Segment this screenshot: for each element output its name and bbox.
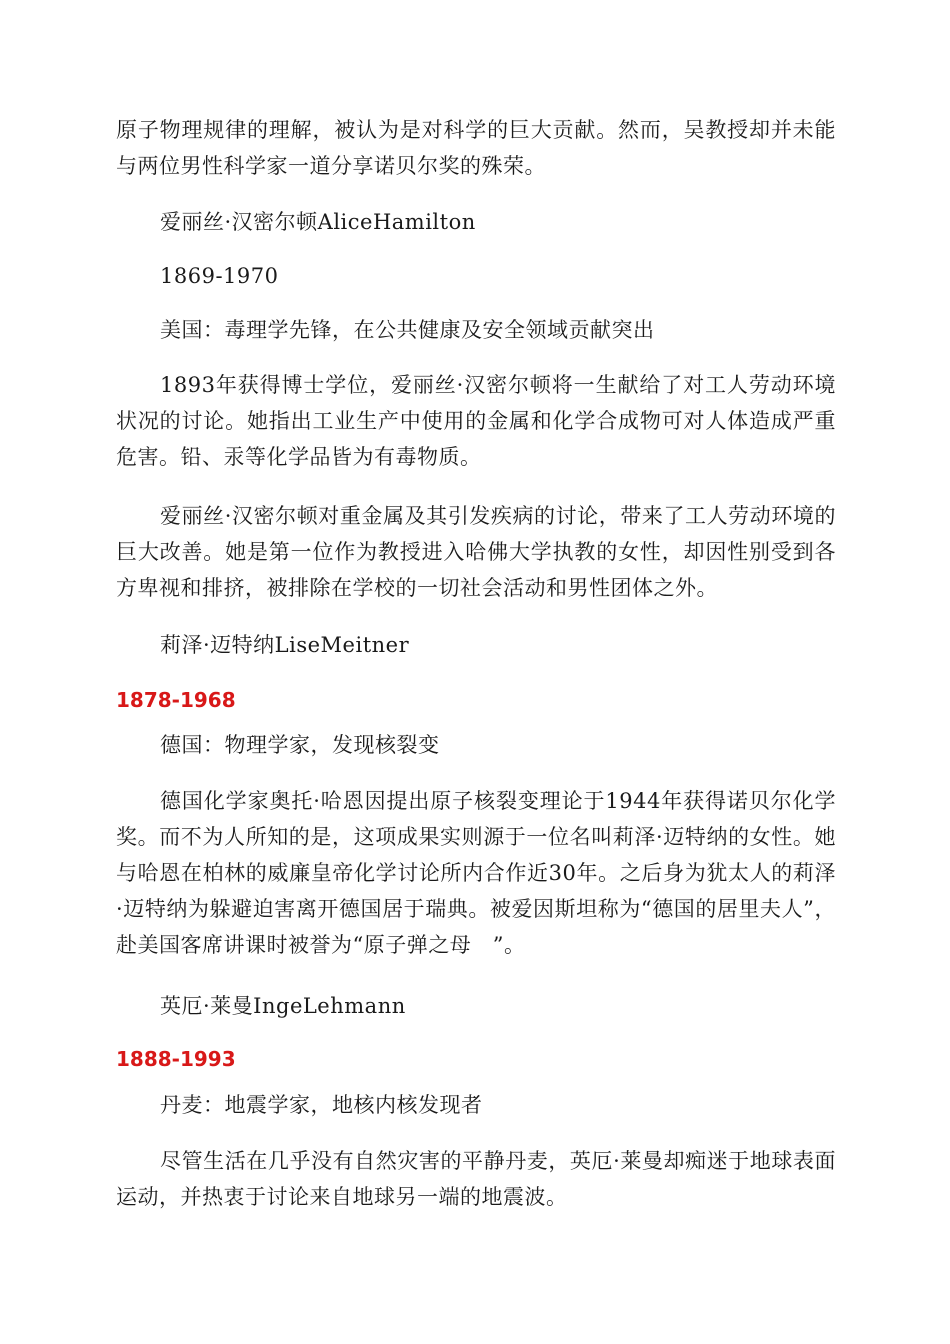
inge-years: 1888-1993 bbox=[116, 1047, 236, 1071]
lise-paragraph-1: 德国化学家奥托·哈恩因提出原子核裂变理论于1944年获得诺贝尔化学奖。而不为人所知的是，这项成果实则源于一位名叫莉泽·迈特纳的女性。她与哈恩在柏林的威廉皇帝化学讨论所内合作近30年。之后身为犹太人的莉泽·迈特纳为躲避迫害离开德国居于瑞典。被爱因斯坦称为“德国的居里夫人”，赴美国客席讲课时被誉为“原子弹之母 ”。 bbox=[116, 789, 836, 957]
inge-title: 丹麦：地震学家，地核内核发现者 bbox=[160, 1093, 483, 1117]
alice-years: 1869-1970 bbox=[160, 264, 279, 288]
lise-title: 德国：物理学家，发现核裂变 bbox=[160, 733, 440, 757]
lise-years: 1878-1968 bbox=[116, 688, 236, 712]
lise-name-heading: 莉泽·迈特纳LiseMeitner bbox=[160, 633, 410, 657]
alice-paragraph-1: 1893年获得博士学位，爱丽丝·汉密尔顿将一生献给了对工人劳动环境状况的讨论。她指出工业生产中使用的金属和化学合成物可对人体造成严重危害。铅、汞等化学品皆为有毒物质。 bbox=[116, 373, 836, 469]
alice-title: 美国：毒理学先锋，在公共健康及安全领域贡献突出 bbox=[160, 318, 655, 342]
intro-paragraph: 原子物理规律的理解，被认为是对科学的巨大贡献。然而，吴教授却并未能与两位男性科学家一道分享诺贝尔奖的殊荣。 bbox=[116, 118, 836, 178]
inge-paragraph-1: 尽管生活在几乎没有自然灾害的平静丹麦，英厄·莱曼却痴迷于地球表面运动，并热衷于讨论来自地球另一端的地震波。 bbox=[116, 1149, 836, 1209]
alice-paragraph-2: 爱丽丝·汉密尔顿对重金属及其引发疾病的讨论，带来了工人劳动环境的巨大改善。她是第一位作为教授进入哈佛大学执教的女性，却因性别受到各方卑视和排挤，被排除在学校的一切社会活动和男性团体之外。 bbox=[116, 504, 836, 600]
alice-name-heading: 爱丽丝·汉密尔顿AliceHamilton bbox=[160, 210, 476, 234]
inge-name-heading: 英厄·莱曼IngeLehmann bbox=[160, 994, 406, 1018]
